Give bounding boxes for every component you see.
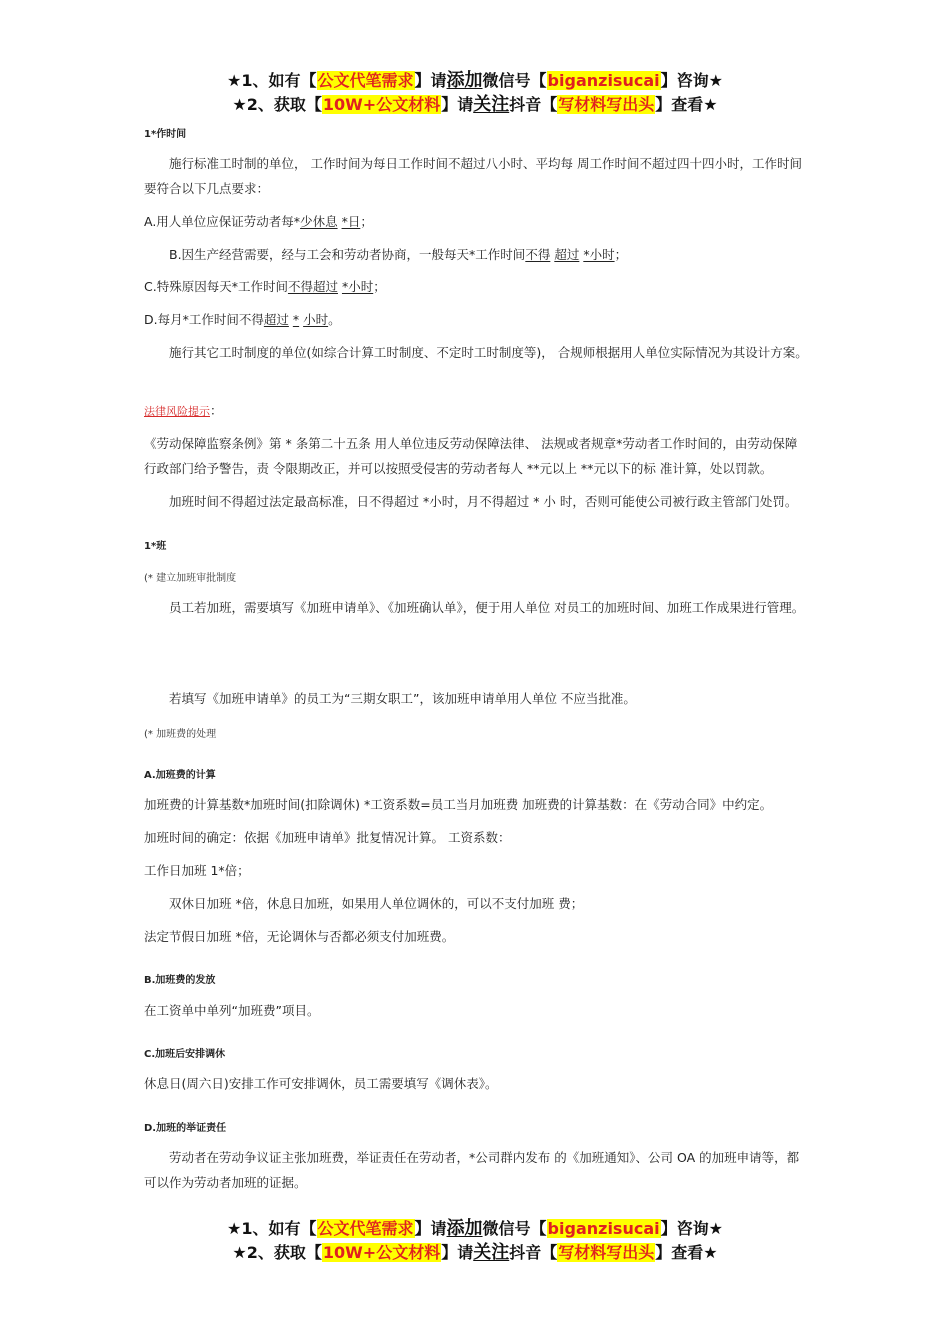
subsection-heading: B.加班费的发放 <box>144 975 216 986</box>
risk-tip <box>144 398 808 424</box>
banner-text: ★2、获取【 <box>232 1243 322 1262</box>
banner-text: ★1、如有【 <box>227 71 317 90</box>
banner-text: 】请 <box>441 95 474 114</box>
section-heading: 1*作时间 <box>144 129 187 140</box>
banner-line-1 <box>0 69 950 93</box>
paragraph: 劳动者在劳动争议证主张加班费，举证责任在劳动者，*公司群内发布 的《加班通知》、公司 OA 的加班申请等，都可以作为劳动者加班的证据。 <box>144 1150 800 1190</box>
paragraph: 在工资单中单列“加班费”项目。 <box>144 1003 320 1018</box>
list-item-d <box>144 307 808 332</box>
paragraph: 加班时间不得超过法定最高标准，日不得超过 *小时，月不得超过 * 小 时，否则可能使公司被行政主管部门处罚。 <box>169 494 798 509</box>
text: ； <box>373 279 386 294</box>
text: C.特殊原因每天*工作时间 <box>144 279 288 294</box>
banner-text: 抖音【 <box>509 1243 558 1262</box>
banner-highlight: 公文代笔需求 <box>317 1219 414 1238</box>
banner-highlight: 写材料写出头 <box>558 95 655 114</box>
paragraph: 法定节假日加班 *倍，无论调休与否都必须支付加班费。 <box>144 929 455 944</box>
banner-line-2 <box>0 93 950 117</box>
underlined-text: 小时 <box>303 312 329 327</box>
banner-text: 】查看★ <box>655 1243 718 1262</box>
banner-text: 微信号【 <box>482 71 547 90</box>
paragraph: 员工若加班，需要填写《加班申请单》、《加班确认单》，便于用人单位 对员工的加班时间、加班工作成果进行管理。 <box>169 600 805 615</box>
section-heading: 1*班 <box>144 541 167 552</box>
banner-line-1 <box>0 1217 950 1241</box>
banner-emphasis: 添加 <box>446 1218 483 1239</box>
text: B.因生产经营需要，经与工会和劳动者协商，一般每天*工作时间 <box>169 247 526 262</box>
paragraph: 双休日加班 *倍，休息日加班，如果用人单位调休的，可以不支付加班 费； <box>169 896 584 911</box>
paragraph: 若填写《加班申请单》的员工为“三期女职工”，该加班申请单用人单位 不应当批准。 <box>169 691 636 706</box>
banner-highlight: 10W+公文材料 <box>322 1243 441 1262</box>
subsection-heading: (* 加班费的处理 <box>144 729 217 740</box>
banner-highlight: biganzisucai <box>547 71 660 90</box>
banner-text: 】请 <box>414 71 447 90</box>
underlined-text: * <box>292 312 300 327</box>
banner-text: 】咨询★ <box>660 71 723 90</box>
banner-text: ★2、获取【 <box>232 95 322 114</box>
banner-text: 】请 <box>414 1219 447 1238</box>
top-banner <box>0 69 950 117</box>
banner-text: 微信号【 <box>482 1219 547 1238</box>
banner-text: 】咨询★ <box>660 1219 723 1238</box>
bottom-banner <box>0 1217 950 1265</box>
underlined-text: *小时 <box>341 279 374 294</box>
text: 。 <box>328 312 341 327</box>
paragraph: 《劳动保障监察条例》第 * 条第二十五条 用人单位违反劳动保障法律、 法规或者规章*劳动者工作时间的，由劳动保障行政部门给予警告，责 令限期改正，并可以按照受侵害的劳动者每人 **元以上 **元以下的标 准计算，处以罚款。 <box>144 436 798 476</box>
paragraph: 休息日(周六日)安排工作可安排调休，员工需要填写《调休表》。 <box>144 1076 498 1091</box>
banner-text: 】查看★ <box>655 95 718 114</box>
banner-highlight: 写材料写出头 <box>558 1243 655 1262</box>
underlined-text: 不得 <box>525 247 551 262</box>
paragraph: 施行标准工时制的单位， 工作时间为每日工作时间不超过八小时、平均每 周工作时间不超过四十四小时，工作时间要符合以下几点要求： <box>144 156 802 196</box>
banner-text: 】请 <box>441 1243 474 1262</box>
subsection-heading: A.加班费的计算 <box>144 770 216 781</box>
paragraph: 工作日加班 1*倍； <box>144 863 250 878</box>
paragraph: 加班时间的确定：依据《加班申请单》批复情况计算。 工资系数： <box>144 830 511 845</box>
risk-tip-label: 法律风险提示 <box>144 405 210 418</box>
text: A.用人单位应保证劳动者每* <box>144 214 301 229</box>
list-item-b <box>144 242 808 267</box>
text: D.每月*工作时间不得 <box>144 312 264 327</box>
underlined-text: *日 <box>341 214 361 229</box>
banner-highlight: 10W+公文材料 <box>322 95 441 114</box>
banner-emphasis: 添加 <box>446 70 483 91</box>
text: ； <box>614 247 628 262</box>
text: ： <box>210 403 223 418</box>
subsection-heading: D.加班的举证责任 <box>144 1123 227 1134</box>
banner-line-2 <box>0 1241 950 1265</box>
subsection-heading: C.加班后安排调休 <box>144 1049 226 1060</box>
banner-emphasis: 关注 <box>473 1242 510 1263</box>
list-item-c <box>144 274 808 299</box>
underlined-text: *小时 <box>583 247 615 262</box>
banner-text: 抖音【 <box>509 95 558 114</box>
underlined-text: 超过 <box>554 247 580 262</box>
banner-text: ★1、如有【 <box>227 1219 317 1238</box>
banner-highlight: biganzisucai <box>547 1219 660 1238</box>
banner-highlight: 公文代笔需求 <box>317 71 414 90</box>
underlined-text: 少休息 <box>300 214 338 229</box>
list-item-a <box>144 209 808 234</box>
subsection-heading: (* 建立加班审批制度 <box>144 573 237 584</box>
paragraph: 加班费的计算基数*加班时间(扣除调休) *工资系数=员工当月加班费 加班费的计算基数：在《劳动合同》中约定。 <box>144 797 773 812</box>
banner-emphasis: 关注 <box>473 94 510 115</box>
underlined-text: 不得超过 <box>287 279 338 294</box>
text: ； <box>360 214 373 229</box>
underlined-text: 超过 <box>263 312 289 327</box>
paragraph: 施行其它工时制度的单位(如综合计算工时制度、不定时工时制度等)， 合规师根据用人单位实际情况为其设计方案。 <box>169 345 808 360</box>
